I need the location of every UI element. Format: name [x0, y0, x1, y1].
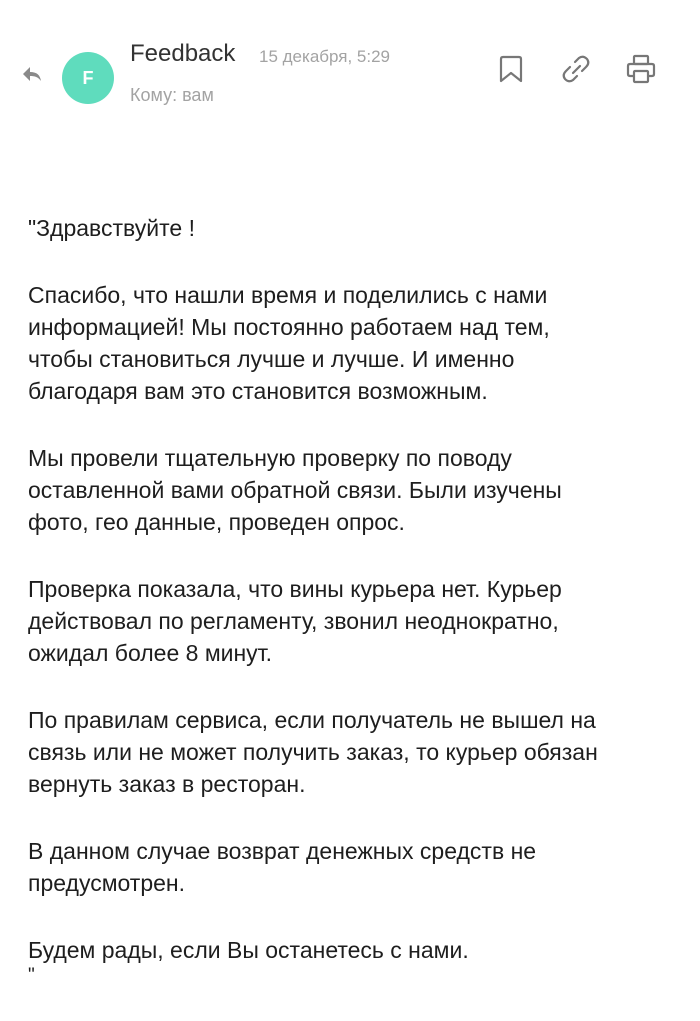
paragraph-closing: Будем рады, если Вы останетесь с нами.: [28, 937, 469, 963]
closing-quote: ": [28, 965, 35, 986]
paragraph-investigation: Мы провели тщательную проверку по поводу оставленной вами обратной связи. Были изучены фото, гео данные, проведен опрос.: [28, 445, 562, 535]
sender-avatar[interactable]: F: [62, 52, 114, 104]
recipient-line[interactable]: Кому: вам: [130, 85, 214, 105]
link-icon[interactable]: [559, 52, 593, 86]
paragraph-rules: По правилам сервиса, если получатель не вышел на связь или не может получить заказ, то курьер обязан вернуть заказ в ресторан.: [28, 707, 598, 797]
message-body: [28, 212, 688, 1021]
message-header: [0, 0, 700, 130]
sender-name[interactable]: Feedback: [130, 40, 236, 67]
bookmark-icon[interactable]: [495, 52, 529, 86]
reply-icon[interactable]: [20, 64, 44, 84]
message-date: 15 декабря, 5:29: [259, 47, 391, 66]
print-icon[interactable]: [624, 52, 658, 86]
paragraph-thanks: Спасибо, что нашли время и поделились с нами информацией! Мы постоянно работаем над тем, чтобы становиться лучше и лучше. И именно благодаря вам это становится возможным.: [28, 282, 550, 404]
paragraph-refund: В данном случае возврат денежных средств не предусмотрен.: [28, 838, 537, 896]
greeting: "Здравствуйте !: [28, 215, 195, 241]
paragraph-result: Проверка показала, что вины курьера нет. Курьер действовал по регламенту, звонил неоднократно, ожидал более 8 минут.: [28, 576, 562, 666]
